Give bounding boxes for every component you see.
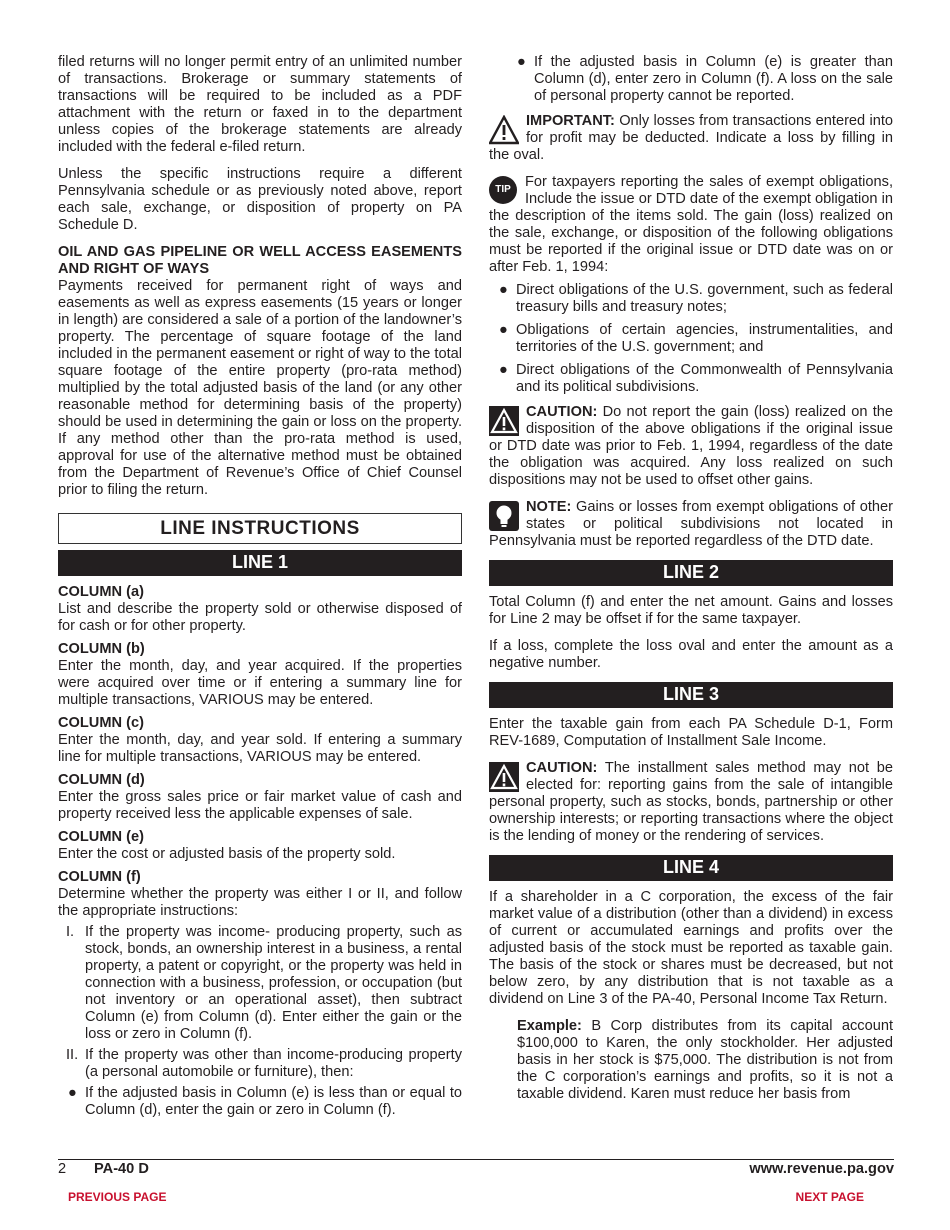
column-c-text: Enter the month, day, and year sold. If entering a summary line for multiple transactions, VARIOUS may be entered. — [58, 732, 462, 765]
schedule-paragraph: Unless the specific instructions require a different Pennsylvania schedule or as previously noted above, report each sale, exchange, or disposition of property on PA Schedule D. — [58, 166, 462, 233]
bullet-icon: ● — [499, 322, 508, 338]
example-paragraph — [517, 1018, 893, 1103]
line1-header: LINE 1 — [58, 550, 462, 576]
caution-note-installment — [489, 760, 893, 845]
column-d-heading: COLUMN (d) — [58, 772, 145, 788]
list-item-text: If the adjusted basis in Column (e) is less than or equal to Column (d), enter the gain or zero in Column (f). — [85, 1085, 462, 1118]
list-item — [58, 1047, 462, 1081]
list-item — [507, 54, 893, 105]
important-note — [489, 113, 893, 164]
list-item-text: If the adjusted basis in Column (e) is greater than Column (d), enter zero in Column (f). A loss on the sale of personal property cannot be reported. — [534, 54, 893, 104]
property-type-list — [58, 924, 462, 1081]
column-a-heading: COLUMN (a) — [58, 584, 144, 600]
column-b-heading: COLUMN (b) — [58, 641, 145, 657]
basis-bullet-list-cont — [507, 54, 893, 105]
column-e-text: Enter the cost or adjusted basis of the property sold. — [58, 846, 396, 862]
bullet-icon: ● — [517, 54, 526, 70]
caution-text: Do not report the gain (loss) realized on the disposition of the above obligations if the original issue or DTD date was prior to Feb. 1, 1994, regardless of the date the obligation was acquired. Any loss realized on such dispositions may not be used to offset other gains. — [489, 404, 893, 488]
caution-label: CAUTION: — [526, 404, 598, 420]
list-item — [489, 282, 893, 316]
page-number: 2 — [58, 1161, 67, 1177]
list-item-text: If the property was income- producing property, such as stock, bonds, an ownership interest in a business, a rental property, a patent or copyright, or the property was held in connection with a business, profession, or occupation (but not inventory or an operational asset), then subtract Column (e) from Column (d). Enter either the gain or the loss or zero in Column (f). — [85, 924, 462, 1042]
caution-icon — [489, 406, 519, 436]
important-text: Only losses from transactions entered into for profit may be deducted. Indicate a loss by filling in the oval. — [489, 113, 893, 163]
roman-numeral: II. — [66, 1047, 79, 1063]
previous-page-link[interactable]: PREVIOUS PAGE — [68, 1190, 167, 1204]
website-link[interactable]: www.revenue.pa.gov — [749, 1161, 894, 1177]
important-label: IMPORTANT: — [526, 113, 615, 129]
column-f-text: Determine whether the property was either I or II, and follow the appropriate instructions: — [58, 886, 462, 919]
right-column — [489, 54, 893, 1113]
line2-header: LINE 2 — [489, 560, 893, 586]
line-instructions-title: LINE INSTRUCTIONS — [58, 513, 462, 544]
example-text: B Corp distributes from its capital account $100,000 to Karen, the only stockholder. Her adjusted basis in her stock is $75,000. The distribution is not from the C corporation’s earnings and profits, so it is not a taxable dividend. Karen must reduce her basis from — [517, 1018, 893, 1102]
bullet-icon: ● — [68, 1085, 77, 1101]
line3-paragraph: Enter the taxable gain from each PA Schedule D-1, Form REV-1689, Computation of Installment Sale Income. — [489, 716, 893, 749]
caution-note-dtd — [489, 404, 893, 489]
basis-bullet-list — [58, 1085, 462, 1119]
caution-icon — [489, 115, 519, 145]
line2-loss-paragraph: If a loss, complete the loss oval and enter the amount as a negative number. — [489, 638, 893, 671]
note-bulb-icon — [489, 501, 519, 531]
line4-header: LINE 4 — [489, 855, 893, 881]
list-item-text: Obligations of certain agencies, instrumentalities, and territories of the U.S. government; and — [516, 322, 893, 355]
line4-paragraph: If a shareholder in a C corporation, the excess of the fair market value of a distribution (other than a dividend) in excess of current or accumulated earnings and profits over the adjusted basis of the stock must be reported as taxable gain. The basis of the stock or shares must be decreased, but not below zero, by any distribution that is not taxable as a dividend on Line 3 of the PA-40, Personal Income Tax Return. — [489, 889, 893, 1007]
column-c-heading: COLUMN (c) — [58, 715, 144, 731]
oil-gas-paragraph: Payments received for permanent right of ways and easements as well as express easements (15 years or longer in length) are considered a sale of a portion of the landowner’s property. The percentage of square footage of the land included in the permanent easement or right of way to the total square footage of the entire property (pro-rata method) multiplied by the total adjusted basis of the land (or any other reasonable method for determining basis of the property) should be used in determining the gain or loss on the property. If any method other than the pro-rata method is used, approval for use of the alternative method must be obtained from the Department of Revenue’s Office of Chief Counsel prior to filing the return. — [58, 278, 463, 498]
list-item-text: Direct obligations of the Commonwealth of Pennsylvania and its political subdivisions. — [516, 362, 893, 395]
list-item-text: If the property was other than income-producing property (a personal automobile or furniture), then: — [85, 1047, 462, 1080]
left-column — [58, 54, 462, 1127]
note-exempt — [489, 499, 893, 550]
obligations-list — [489, 282, 893, 396]
list-item — [58, 1085, 462, 1119]
bullet-icon: ● — [499, 282, 508, 298]
column-b-text: Enter the month, day, and year acquired. If the properties were acquired over time or if entering a summary line for multiple transactions, VARIOUS may be entered. — [58, 658, 462, 708]
list-item — [489, 362, 893, 396]
oil-gas-heading: OIL AND GAS PIPELINE OR WELL ACCESS EASEMENTS AND RIGHT OF WAYS — [58, 244, 462, 277]
roman-numeral: I. — [66, 924, 75, 940]
intro-paragraph: filed returns will no longer permit entry of an unlimited number of transactions. Brokerage or summary statements of transactions will be required to be included as a PDF attachment with the return or faxed in to the department unless copies of the brokerage statements are already included with the federal e-filed return. — [58, 54, 462, 155]
tip-icon: TIP — [489, 176, 517, 204]
note-label: NOTE: — [526, 499, 572, 515]
column-f-heading: COLUMN (f) — [58, 869, 141, 885]
list-item-text: Direct obligations of the U.S. government, such as federal treasury bills and treasury notes; — [516, 282, 893, 315]
list-item — [58, 924, 462, 1043]
caution-text: The installment sales method may not be elected for: reporting gains from the sale of intangible personal property, such as stocks, bonds, partnership or other ownership interests; or reporting transactions where the object is the lending of money or the rendering of services. — [489, 760, 893, 844]
column-e-heading: COLUMN (e) — [58, 829, 144, 845]
note-text: Gains or losses from exempt obligations of other states or political subdivisions not located in Pennsylvania must be reported regardless of the DTD date. — [489, 499, 893, 549]
tip-note — [489, 174, 893, 276]
bullet-icon: ● — [499, 362, 508, 378]
caution-label: CAUTION: — [526, 760, 598, 776]
caution-icon — [489, 762, 519, 792]
line3-header: LINE 3 — [489, 682, 893, 708]
column-d-text: Enter the gross sales price or fair market value of cash and property received less the applicable expenses of sale. — [58, 789, 462, 822]
example-label: Example: — [517, 1018, 582, 1034]
footer-divider — [58, 1159, 894, 1160]
tip-text: For taxpayers reporting the sales of exempt obligations, Include the issue or DTD date of the exempt obligation in the description of the items sold. The gain (loss) realized on the sale, exchange, or disposition of the following obligations must be reported if the original issue or DTD date was on or after Feb. 1, 1994: — [489, 174, 893, 275]
form-name: PA-40 D — [94, 1161, 149, 1177]
list-item — [489, 322, 893, 356]
column-a-text: List and describe the property sold or otherwise disposed of for cash or for other property. — [58, 601, 462, 634]
line2-paragraph: Total Column (f) and enter the net amount. Gains and losses for Line 2 may be offset if for the same taxpayer. — [489, 594, 893, 627]
next-page-link[interactable]: NEXT PAGE — [795, 1190, 864, 1204]
